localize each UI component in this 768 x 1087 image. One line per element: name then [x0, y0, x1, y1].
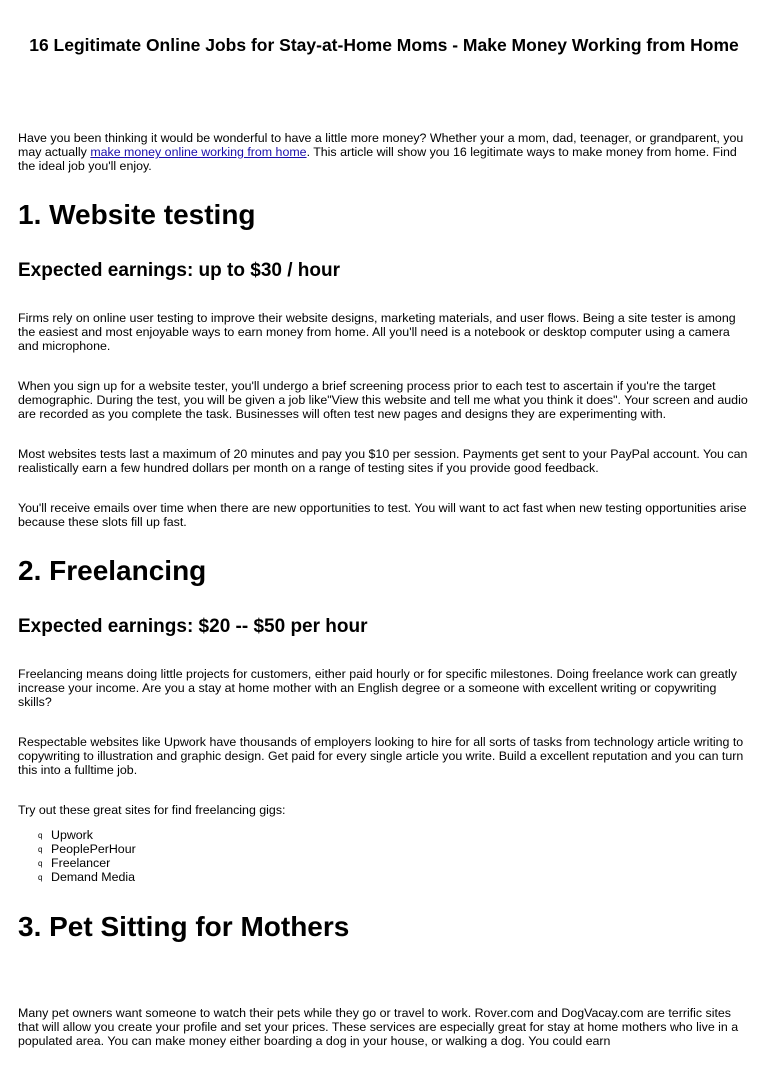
earnings-heading-website-testing: Expected earnings: up to $30 / hour	[18, 260, 341, 281]
paragraph: You'll receive emails over time when there are new opportunities to test. You will want to act fast when new testing opportunities arise because these slots fill up fast.	[18, 501, 747, 529]
section-heading-pet-sitting: 3. Pet Sitting for Mothers	[18, 911, 350, 942]
freelancing-sites-list	[38, 828, 136, 884]
bullet-marker: q	[38, 873, 43, 882]
paragraph: Try out these great sites for find freelancing gigs:	[18, 803, 286, 817]
intro-paragraph	[18, 131, 750, 173]
intro-text-before-link: Have you been thinking it would be wonderful to have a little more money? Whether your a mom, dad, teenager, or grandparent, you may actually	[18, 131, 744, 159]
bullet-marker: q	[38, 845, 43, 854]
section-heading-freelancing: 2. Freelancing	[18, 555, 207, 586]
list-item	[38, 828, 136, 842]
list-item-label: PeoplePerHour	[51, 842, 136, 856]
make-money-online-link[interactable]: make money online working from home	[90, 145, 307, 159]
bullet-marker: q	[38, 831, 43, 840]
earnings-heading-freelancing: Expected earnings: $20 -- $50 per hour	[18, 616, 368, 637]
list-item	[38, 856, 136, 870]
paragraph: When you sign up for a website tester, you'll undergo a brief screening process prior to each test to ascertain if you're the target demographic. During the test, you will be given a job like"View this website and tell me what you think it does". Your screen and audio are recorded as you complete the task. Businesses will often test new pages and designs they are experimenting with.	[18, 379, 748, 421]
document-title: 16 Legitimate Online Jobs for Stay-at-Home Moms - Make Money Working from Home	[29, 35, 739, 55]
list-item-label: Demand Media	[51, 870, 136, 884]
paragraph: Respectable websites like Upwork have thousands of employers looking to hire for all sorts of tasks from technology article writing to copywriting to illustration and graphic design. Get paid for every single article you write. Build a excellent reputation and you can turn this into a fulltime job.	[18, 735, 744, 777]
bullet-marker: q	[38, 859, 43, 868]
list-item	[38, 842, 136, 856]
paragraph: Most websites tests last a maximum of 20 minutes and pay you $10 per session. Payments get sent to your PayPal account. You can realistically earn a few hundred dollars per month on a range of testing sites if you provide good feedback.	[18, 447, 748, 475]
list-item-label: Upwork	[51, 828, 93, 842]
list-item	[38, 870, 136, 884]
list-item-label: Freelancer	[51, 856, 111, 870]
paragraph: Freelancing means doing little projects for customers, either paid hourly or for specific milestones. Doing freelance work can greatly increase your income. Are you a stay at home mother with an English degree or a someone with excellent writing or copywriting skills?	[18, 667, 737, 709]
intro-text-after-link: . This article will show you 16 legitimate ways to make money from home. Find the ideal job you'll enjoy.	[18, 145, 737, 173]
paragraph: Many pet owners want someone to watch their pets while they go or travel to work. Rover.com and DogVacay.com are terrific sites that will allow you create your profile and set your prices. These services are especially great for stay at home mothers who live in a populated area. You can make money either boarding a dog in your house, or walking a dog. You could earn	[18, 1006, 739, 1048]
paragraph: Firms rely on online user testing to improve their website designs, marketing materials, and user flows. Being a site tester is among the easiest and most enjoyable ways to earn money from home. All you'll need is a notebook or desktop computer using a camera and microphone.	[18, 311, 736, 353]
section-heading-website-testing: 1. Website testing	[18, 199, 256, 230]
